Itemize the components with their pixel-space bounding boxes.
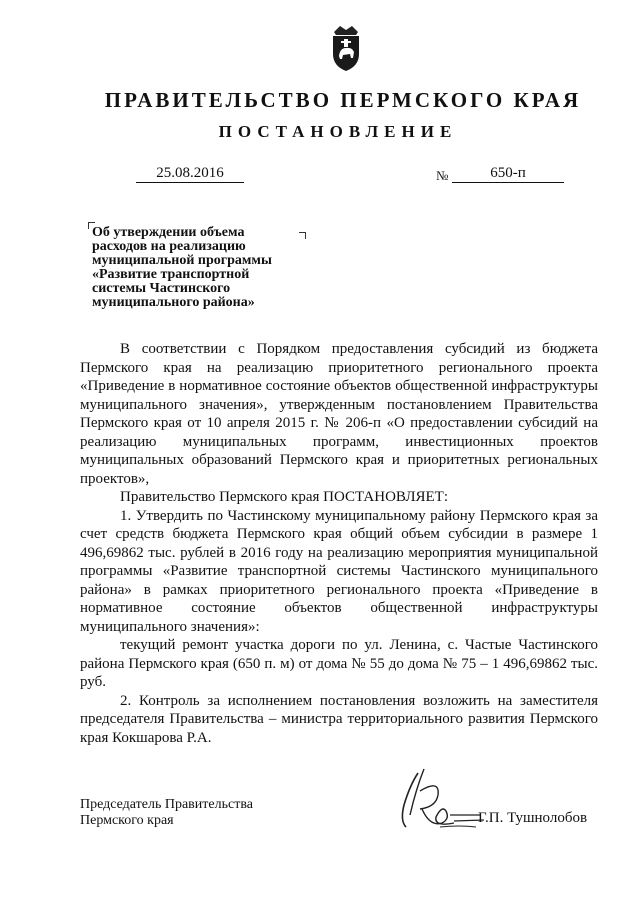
document-date: 25.08.2016 — [136, 164, 244, 183]
signer-title-text: Председатель Правительства Пермского края — [80, 797, 253, 828]
repair-item-paragraph: текущий ремонт участка дороги по ул. Ленина, с. Частые Частинского района Пермского края (650 п. м) от дома № 55 до дома № 75 – 1 496,69862 тыс. руб. — [80, 637, 598, 690]
document-type: ПОСТАНОВЛЕНИЕ — [218, 122, 458, 141]
government-title: ПРАВИТЕЛЬСТВО ПЕРМСКОГО КРАЯ — [104, 88, 582, 112]
number-sign: № — [436, 168, 449, 183]
clause-1-paragraph: 1. Утвердить по Частинскому муниципальному району Пермского края за счет средств бюджета Пермского края общий объем субсидии в размере 1 496,69862 тыс. рублей в 2016 году на реализацию мероприятия муниципальной программы «Развитие транспортной системы Частинского муниципального района» в рамках приоритетного регионального проекта «Приведение в нормативное состояние объектов общественной инфраструктуры муниципального значения»: — [80, 507, 598, 635]
document-body — [80, 340, 598, 747]
resolution-paragraph: Правительство Пермского края ПОСТАНОВЛЯЕТ: — [120, 489, 449, 505]
coat-of-arms-icon — [328, 22, 364, 72]
document-number: 650-п — [452, 164, 564, 183]
preamble-paragraph: В соответствии с Порядком предоставления субсидий из бюджета Пермского края на реализацию приоритетного регионального проекта «Приведение в нормативное состояние объектов общественной инфраструктуры муниципального значения», утвержденным постановлением Правительства Пермского края от 10 апреля 2015 г. № 206-п «О предоставлении субсидий на реализацию муниципальных программ, инвестиционных проектов муниципальных образований Пермского края и приоритетных региональных проектов», — [80, 341, 598, 487]
clause-2-paragraph: 2. Контроль за исполнением постановления возложить на заместителя председателя Правительства – министра территориального развития Пермского края Кокшарова Р.А. — [80, 692, 598, 746]
signer-title — [80, 797, 253, 829]
signer-name: Г.П. Тушнолобов — [478, 810, 588, 826]
document-subject: Об утверждении объема расходов на реализацию муниципальной программы «Развитие транспортной системы Частинского муниципального района» — [92, 225, 272, 310]
